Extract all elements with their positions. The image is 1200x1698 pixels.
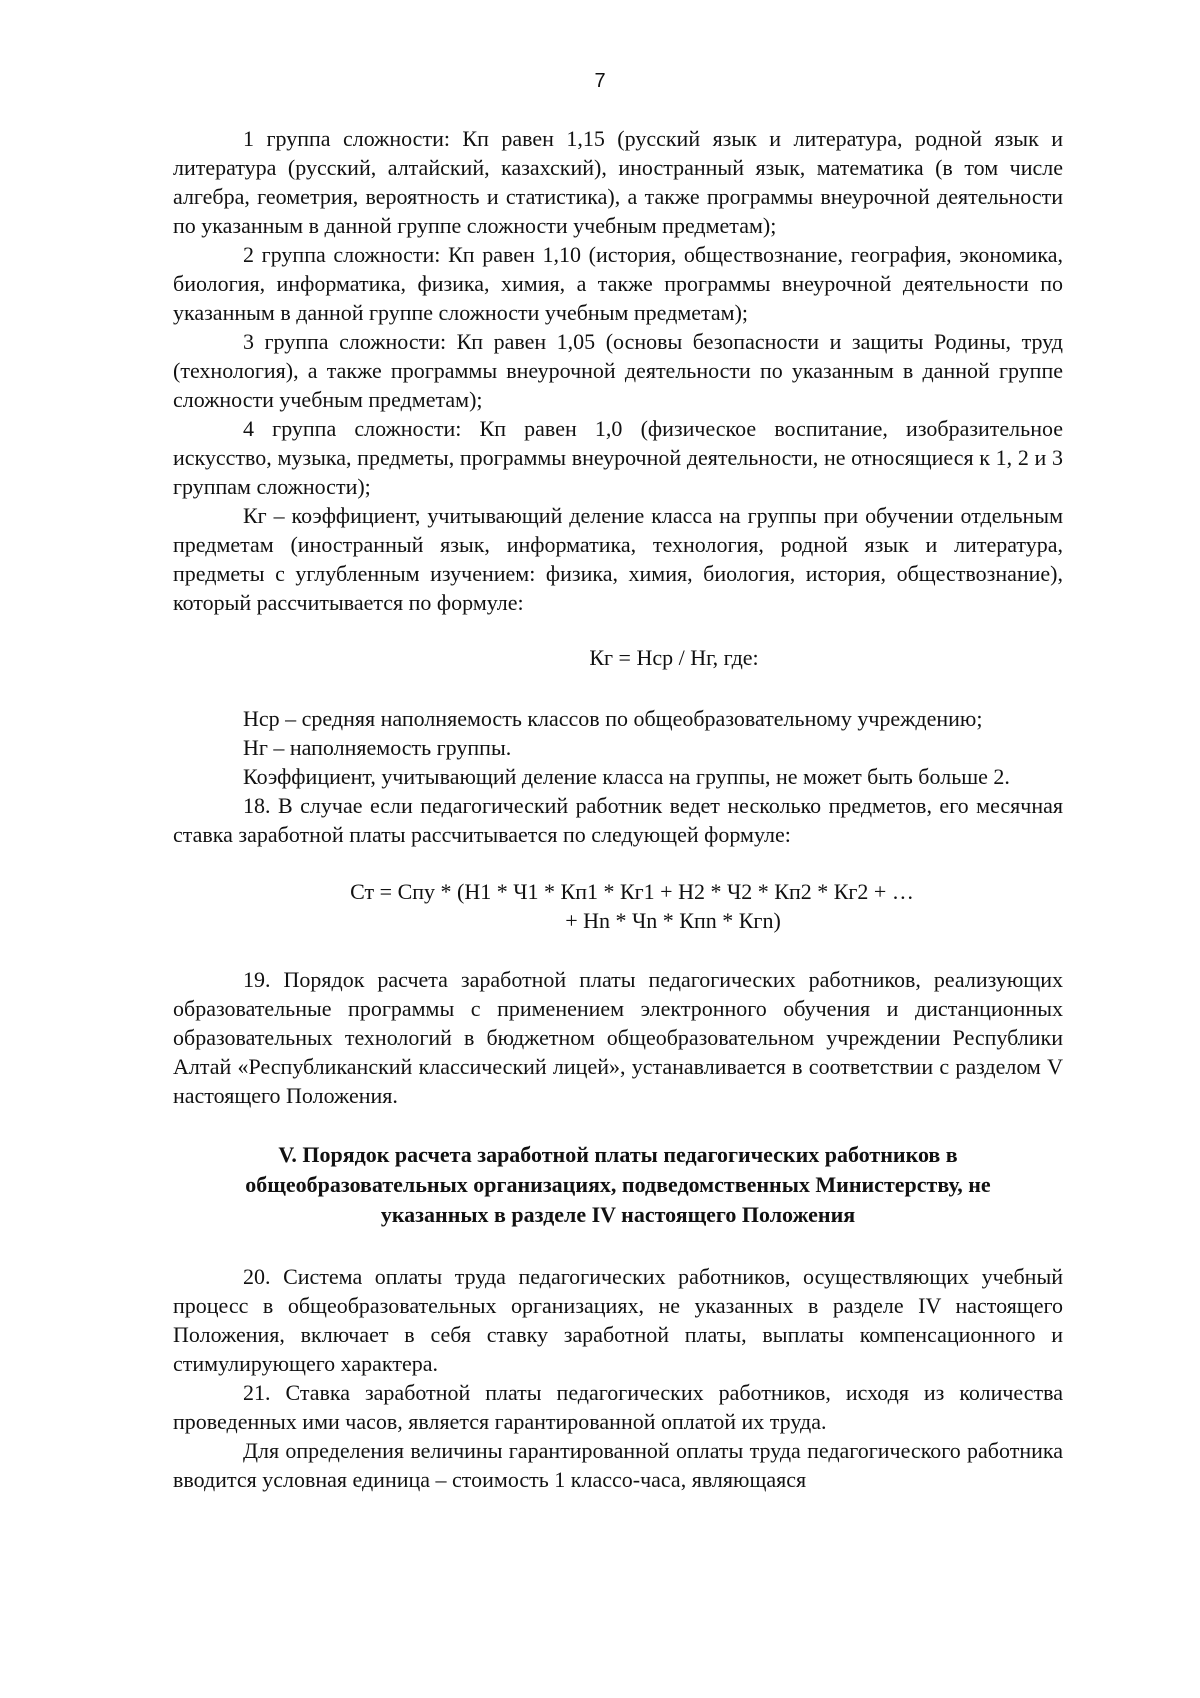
document-body xyxy=(173,124,1063,1494)
paragraph-complexity-group-4: 4 группа сложности: Кп равен 1,0 (физическое воспитание, изобразительное искусство, музыка, предметы, программы внеурочной деятельности, не относящиеся к 1, 2 и 3 группам сложности); xyxy=(173,416,1063,499)
formula-salary-line-1: Ст = Спу * (Н1 * Ч1 * Кп1 * Кг1 + Н2 * Ч2 * Кп2 * Кг2 + … xyxy=(350,879,914,904)
section-title-v: V. Порядок расчета заработной платы педагогических работников в общеобразовательных организациях, подведомственных Министерству, не указанных в разделе IV настоящего Положения xyxy=(245,1142,991,1227)
paragraph-item-19: 19. Порядок расчета заработной платы педагогических работников, реализующих образовательные программы с применением электронного обучения и дистанционных образовательных технологий в бюджетном общеобразовательном учреждении Республики Алтай «Республиканский классический лицей», устанавливается в соответствии с разделом V настоящего Положения. xyxy=(173,967,1063,1108)
definition-ng: Нг – наполняемость группы. xyxy=(243,735,512,760)
paragraph-kg-limit: Коэффициент, учитывающий деление класса на группы, не может быть больше 2. xyxy=(243,764,1010,789)
paragraph-complexity-group-2: 2 группа сложности: Кп равен 1,10 (история, обществознание, география, экономика, биология, информатика, физика, химия, а также программы внеурочной деятельности по указанным в данной группе сложности учебным предметам); xyxy=(173,242,1063,325)
formula-salary-rate xyxy=(173,877,1063,935)
page-number: 7 xyxy=(594,70,606,92)
paragraph-item-21: 21. Ставка заработной платы педагогических работников, исходя из количества проведенных ими часов, является гарантированной оплатой их труда. xyxy=(173,1380,1063,1434)
formula-kg: Кг = Нср / Нг, где: xyxy=(589,645,759,670)
paragraph-complexity-group-1: 1 группа сложности: Кп равен 1,15 (русский язык и литература, родной язык и литература (русский, алтайский, казахский), иностранный язык, математика (в том числе алгебра, геометрия, вероятность и статистика), а также программы внеурочной деятельности по указанным в данной группе сложности учебным предметам); xyxy=(173,126,1063,238)
formula-salary-line-2: + Нn * Чn * Кпn * Кгn) xyxy=(565,908,781,933)
paragraph-complexity-group-3: 3 группа сложности: Кп равен 1,05 (основы безопасности и защиты Родины, труд (технология), а также программы внеурочной деятельности по указанным в данной группе сложности учебным предметам); xyxy=(173,329,1063,412)
paragraph-item-20: 20. Система оплаты труда педагогических работников, осуществляющих учебный процесс в общеобразовательных организациях, не указанных в разделе IV настоящего Положения, включает в себя ставку заработной платы, выплаты компенсационного и стимулирующего характера. xyxy=(173,1264,1063,1376)
definition-nsr: Нср – средняя наполняемость классов по общеобразовательному учреждению; xyxy=(243,706,983,731)
paragraph-item-18: 18. В случае если педагогический работник ведет несколько предметов, его месячная ставка заработной платы рассчитывается по следующей формуле: xyxy=(173,793,1063,847)
paragraph-class-hour-unit: Для определения величины гарантированной оплаты труда педагогического работника вводится условная единица – стоимость 1 классо-часа, являющаяся xyxy=(173,1438,1063,1492)
paragraph-kg-coefficient: Кг – коэффициент, учитывающий деление класса на группы при обучении отдельным предметам (иностранный язык, информатика, технология, родной язык и литература, предметы с углубленным изучением: физика, химия, биология, история, обществознание), который рассчитывается по формуле: xyxy=(173,503,1063,615)
